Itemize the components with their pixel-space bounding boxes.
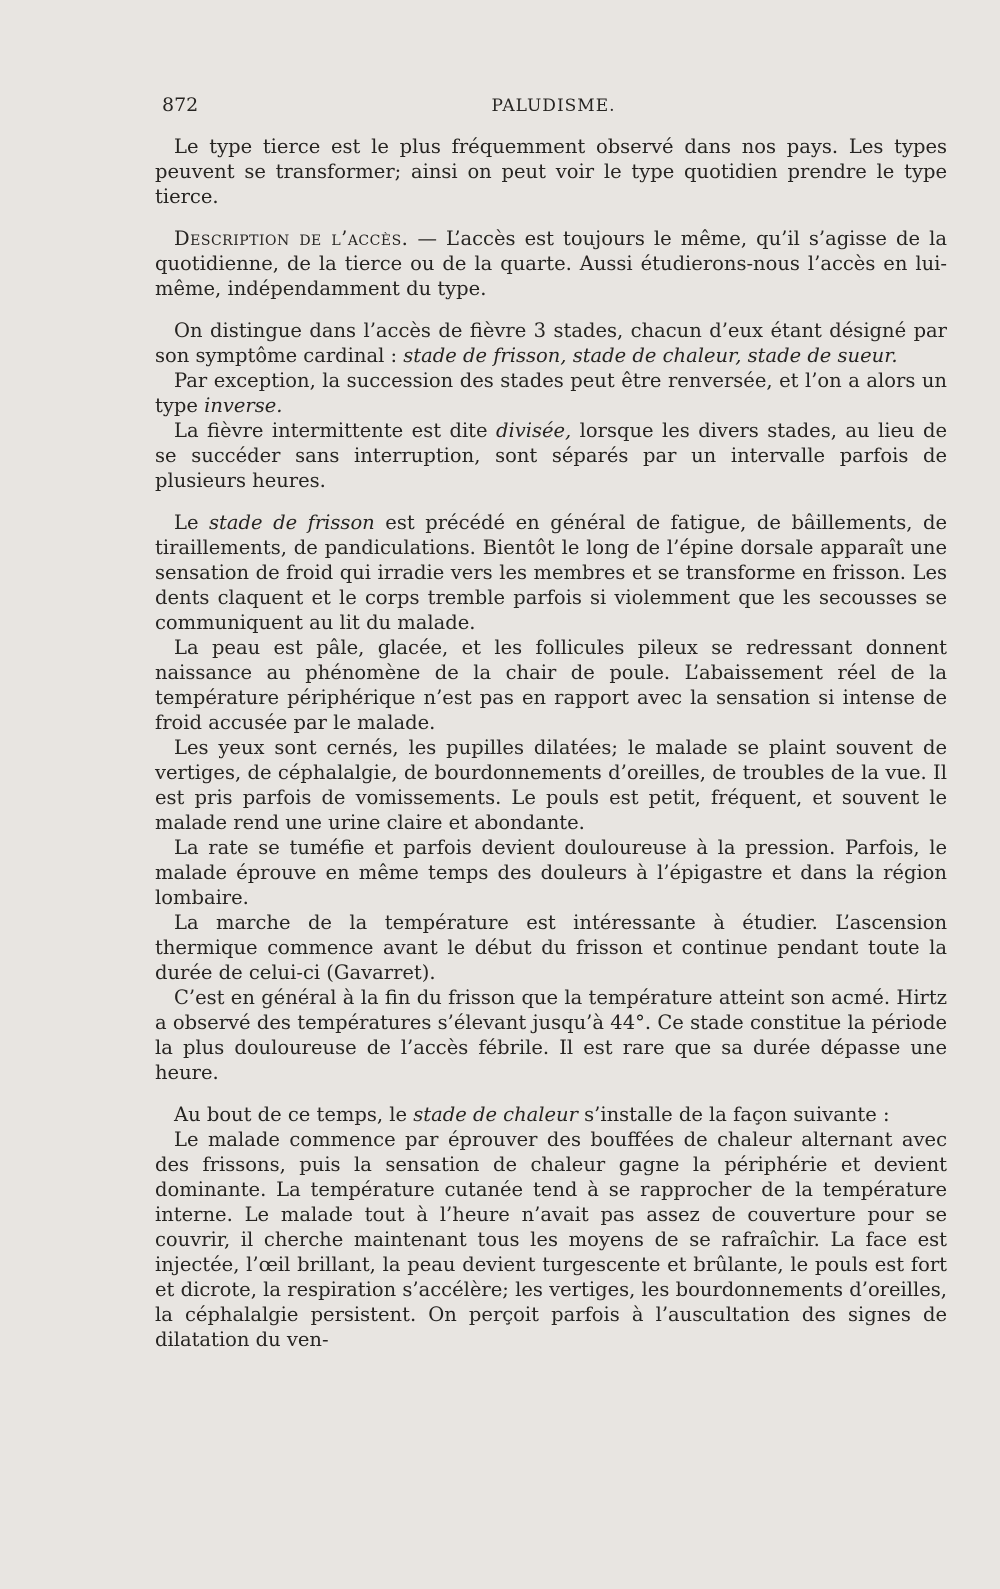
page-body: [155, 134, 947, 1352]
text-run: La marche de la température est intéressante à étudier. L’ascension thermique commence avant le début du frisson et continue pendant toute la durée de celui-ci (Gavarret).: [155, 911, 947, 984]
paragraph: [155, 1127, 947, 1352]
paragraph: [155, 510, 947, 635]
text-run: Les yeux sont cernés, les pupilles dilatées; le malade se plaint souvent de vertiges, de céphalalgie, de bourdonnements d’oreilles, de troubles de la vue. Il est pris parfois de vomissements. Le pouls est petit, fréquent, et souvent le malade rend une urine claire et abondante.: [155, 736, 947, 834]
paragraph: [155, 226, 947, 301]
paragraph: [155, 735, 947, 835]
text-run: lorsque les divers stades, au lieu de se succéder sans interruption, sont séparés par un intervalle parfois de plusieurs heures.: [155, 419, 947, 492]
paragraph: [155, 635, 947, 735]
paragraph: [155, 318, 947, 368]
paragraph: [155, 835, 947, 910]
text-run: est précédé en général de fatigue, de bâillements, de tiraillements, de pandiculations. Bientôt le long de l’épine dorsale apparaît une sensation de froid qui irradie vers les membres et se transforme en frisson. Les dents claquent et le corps tremble parfois si violemment que les secousses se communiquent au lit du malade.: [155, 511, 948, 634]
page-header: [162, 94, 945, 124]
text-run: La fièvre intermittente est dite: [174, 419, 496, 442]
text-run: Au bout de ce temps, le: [174, 1103, 414, 1126]
text-run: Par exception, la succession des stades peut être renversée, et l’on a alors un type: [155, 369, 947, 417]
text-run: La peau est pâle, glacée, et les follicules pileux se redressant donnent naissance au phénomène de la chair de poule. L’abaissement réel de la température périphérique n’est pas en rapport avec la sensation si intense de froid accusée par le malade.: [155, 636, 947, 734]
paragraph: [155, 1102, 947, 1127]
italic-text: stade de frisson: [209, 511, 375, 534]
text-run: Le type tierce est le plus fréquemment observé dans nos pays. Les types peuvent se transformer; ainsi on peut voir le type quotidien prendre le type tierce.: [155, 135, 947, 208]
text-run: s’installe de la façon suivante :: [577, 1103, 890, 1126]
section-heading: Description de l’accès.: [174, 227, 409, 250]
italic-text: stade de frisson, stade de chaleur, stade de sueur.: [403, 344, 898, 367]
italic-text: stade de chaleur: [413, 1103, 578, 1126]
running-title: PALUDISME.: [491, 96, 616, 116]
paragraph: [155, 985, 947, 1085]
page-number: 872: [162, 94, 199, 116]
paragraph: [155, 910, 947, 985]
text-run: — L’accès est toujours le même, qu’il s’agisse de la quotidienne, de la tierce ou de la quarte. Aussi étudierons-nous l’accès en lui-même, indépendamment du type.: [155, 227, 948, 300]
italic-text: divisée,: [495, 419, 572, 442]
text-run: C’est en général à la fin du frisson que la température atteint son acmé. Hirtz a observé des températures s’élevant jusqu’à 44°. Ce stade constitue la période la plus douloureuse de l’accès fébrile. Il est rare que sa durée dépasse une heure.: [155, 986, 947, 1084]
italic-text: inverse.: [204, 394, 283, 417]
paragraph: [155, 368, 947, 418]
text-run: La rate se tuméfie et parfois devient douloureuse à la pression. Parfois, le malade éprouve en même temps des douleurs à l’épigastre et dans la région lombaire.: [155, 836, 947, 909]
paragraph: [155, 418, 947, 493]
text-run: Le malade commence par éprouver des bouffées de chaleur alternant avec des frissons, puis la sensation de chaleur gagne la périphérie et devient dominante. La température cutanée tend à se rapprocher de la température interne. Le malade tout à l’heure n’avait pas assez de couverture pour se couvrir, il cherche maintenant tous les moyens de se rafraîchir. La face est injectée, l’œil brillant, la peau devient turgescente et brûlante, le pouls est fort et dicrote, la respiration s’accélère; les vertiges, les bourdonnements d’oreilles, la céphalalgie persistent. On perçoit parfois à l’auscultation des signes de dilatation du ven-: [155, 1128, 947, 1351]
paragraph: [155, 134, 947, 209]
text-run: On distingue dans l’accès de fièvre 3 stades, chacun d’eux étant désigné par son symptôme cardinal :: [155, 319, 947, 367]
text-run: Le: [174, 511, 210, 534]
